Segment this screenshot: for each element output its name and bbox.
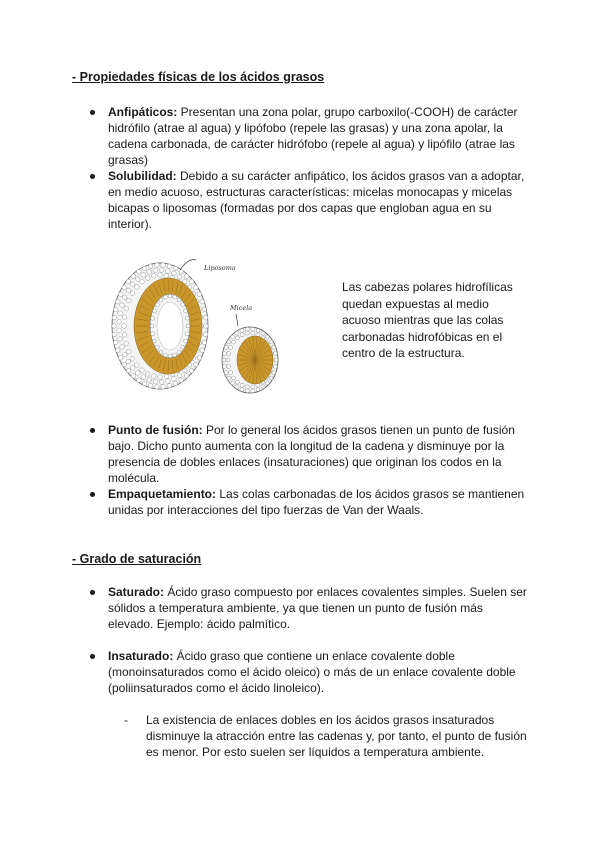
head-dot <box>256 329 260 333</box>
desc-anfipaticos: Presentan una zona polar, grupo carboxilo(-COOH) de carácter hidrófilo (atrae al agua) y lipófobo (repele las grasas) y una zona apolar, la cadena carbonada, de carácter hidrófobo (repele al agua) y lipófilo (atrae las grasas) <box>108 105 518 167</box>
head-dot <box>116 348 121 353</box>
head-dot <box>240 383 244 387</box>
head-dot <box>265 381 269 385</box>
head-dot <box>181 345 185 349</box>
section-title-propiedades: - Propiedades físicas de los ácidos grasos <box>72 70 325 84</box>
head-dot <box>150 324 154 328</box>
head-dot <box>229 371 233 375</box>
head-dot <box>185 316 189 320</box>
head-dot <box>124 341 129 346</box>
head-dot <box>168 294 172 298</box>
term-empaquetamiento: Empaquetamiento: <box>108 487 217 501</box>
head-dot <box>204 324 209 329</box>
head-dot <box>189 279 194 284</box>
head-dot <box>256 388 260 392</box>
head-dot <box>200 348 205 353</box>
head-dot <box>177 275 182 280</box>
head-dot <box>251 385 255 389</box>
saturation-list-insaturado <box>90 648 530 696</box>
head-dot <box>274 358 278 362</box>
head-dot <box>153 379 158 384</box>
head-dot <box>164 374 169 379</box>
head-dot <box>137 270 142 275</box>
head-dot <box>202 340 207 345</box>
head-dot <box>203 315 208 320</box>
head-dot <box>245 389 249 393</box>
liposome-drawing <box>112 263 209 389</box>
head-dot <box>131 274 136 279</box>
head-dot <box>245 327 249 331</box>
head-dot <box>152 339 156 343</box>
head-dot <box>122 362 127 367</box>
head-dot <box>130 357 135 362</box>
sub-item-text: La existencia de enlaces dobles en los ácidos grasos insaturados disminuye la atracción entre las cadenas y, por tanto, el punto de fusión es menor. Por esto suelen ser líquidos a temperatura ambiente. <box>146 713 527 759</box>
head-dot <box>118 311 123 316</box>
head-dot <box>177 373 182 378</box>
head-dot <box>120 345 125 350</box>
head-dot <box>166 379 171 384</box>
head-dot <box>141 375 146 380</box>
head-dot <box>135 371 140 376</box>
head-dot <box>117 319 122 324</box>
head-dot <box>153 268 158 273</box>
saturation-list-saturado <box>90 584 530 632</box>
head-dot <box>235 385 239 389</box>
head-dot <box>151 374 156 379</box>
head-dot <box>112 324 117 329</box>
list-item-saturado <box>90 584 530 632</box>
head-dot <box>155 385 160 390</box>
head-dot <box>142 381 147 386</box>
head-dot <box>235 331 239 335</box>
head-dot <box>269 340 273 344</box>
head-dot <box>232 376 236 380</box>
section-title-saturacion: - Grado de saturación <box>72 552 202 566</box>
head-dot <box>140 280 145 285</box>
head-dot <box>161 385 166 390</box>
head-dot <box>159 350 163 354</box>
desc-insaturado: Ácido graso que contiene un enlace covalente doble (monoinsaturados como el ácido oleico) o más de un enlace covalente doble (poliinsaturados como el ácido linoleico). <box>108 649 516 695</box>
properties-list <box>90 104 530 232</box>
desc-solubilidad: Debido a su carácter anfipático, los ácidos grasos van a adoptar, en medio acuoso, estructuras características: micelas monocapas y micelas bicapas o liposomas (formadas por dos capas que engloban agua en su interior). <box>108 169 525 231</box>
head-dot <box>167 264 172 269</box>
term-punto-fusion: Punto de fusión: <box>108 423 203 437</box>
term-anfipaticos: Anfipáticos: <box>108 105 178 119</box>
head-dot <box>251 331 255 335</box>
head-dot <box>227 376 231 380</box>
head-dot <box>272 371 276 375</box>
head-dot <box>123 295 128 300</box>
head-dot <box>166 269 171 274</box>
head-dot <box>269 376 273 380</box>
head-dot <box>158 375 163 380</box>
head-dot <box>224 345 228 349</box>
head-dot <box>151 274 156 279</box>
term-insaturado: Insaturado: <box>108 649 174 663</box>
head-dot <box>231 335 235 339</box>
head-dot <box>173 266 178 271</box>
head-dot <box>251 389 255 393</box>
head-dot <box>193 362 198 367</box>
head-dot <box>155 263 160 268</box>
head-dot <box>126 288 131 293</box>
head-dot <box>145 276 150 281</box>
head-dot <box>122 333 127 338</box>
list-item-empaquetamiento <box>90 486 530 518</box>
head-dot <box>116 299 121 304</box>
head-dot <box>227 365 231 369</box>
head-dot <box>159 298 163 302</box>
head-dot <box>245 331 249 335</box>
bullet-icon <box>90 654 95 659</box>
head-dot <box>113 340 118 345</box>
head-dot <box>173 381 178 386</box>
head-dot <box>177 298 181 302</box>
head-dot <box>142 266 147 271</box>
head-dot <box>240 329 244 333</box>
desc-saturado: Ácido graso compuesto por enlaces covalentes simples. Suelen ser sólidos a temperatura ambiente, ya que tienen un punto de fusión más elevado. Ejemplo: ácido palmítico. <box>108 585 527 631</box>
head-dot <box>231 381 235 385</box>
pointer-arrow-liposoma <box>180 260 196 270</box>
head-dot <box>185 332 189 336</box>
term-solubilidad: Solubilidad: <box>108 169 177 183</box>
head-dot <box>203 332 208 337</box>
head-dot <box>164 274 169 279</box>
head-dot <box>236 336 240 340</box>
term-saturado: Saturado: <box>108 585 165 599</box>
head-dot <box>227 352 231 356</box>
head-dot <box>112 332 117 337</box>
list-item-punto-fusion <box>90 422 530 486</box>
bullet-icon <box>90 590 95 595</box>
head-dot <box>184 374 189 379</box>
head-dot <box>155 345 159 349</box>
head-dot <box>126 368 131 373</box>
head-dot <box>184 339 188 343</box>
label-liposoma: Liposoma <box>204 264 236 272</box>
liposome-micelle-figure <box>100 248 280 408</box>
head-dot <box>167 383 172 388</box>
head-dot <box>135 277 140 282</box>
head-dot <box>126 279 131 284</box>
head-dot <box>172 376 177 381</box>
sub-item-dobles-enlaces <box>124 712 534 760</box>
head-dot <box>227 340 231 344</box>
head-dot <box>172 271 177 276</box>
head-dot <box>151 332 155 336</box>
head-dot <box>118 337 123 342</box>
list-item-insaturado <box>90 648 530 696</box>
head-dot <box>173 295 177 299</box>
head-dot <box>184 274 189 279</box>
label-micela: Micela <box>230 304 253 312</box>
head-dot <box>141 273 146 278</box>
head-dot <box>261 385 265 389</box>
head-dot <box>189 368 194 373</box>
aqueous-core <box>157 302 183 350</box>
head-dot <box>127 349 132 354</box>
head-dot <box>177 350 181 354</box>
head-dot <box>163 353 167 357</box>
head-dot <box>158 273 163 278</box>
head-dot <box>229 346 233 350</box>
head-dot <box>147 378 152 383</box>
list-item-anfipaticos <box>90 104 530 168</box>
membrane-illustration <box>100 248 280 408</box>
head-dot <box>117 328 122 333</box>
figure-caption: Las cabezas polares hidrofílicas quedan expuestas al medio acuoso mientras que las colas carbonadas hidrofóbicas en el centro de la estructura. <box>342 280 513 360</box>
head-dot <box>126 359 131 364</box>
dash-marker: - <box>124 713 128 727</box>
head-dot <box>113 307 118 312</box>
head-dot <box>122 315 127 320</box>
head-dot <box>130 366 135 371</box>
head-dot <box>240 388 244 392</box>
head-dot <box>226 358 230 362</box>
head-dot <box>184 309 188 313</box>
head-dot <box>112 315 117 320</box>
head-dot <box>122 324 127 329</box>
head-dot <box>168 354 172 358</box>
head-dot <box>236 380 240 384</box>
head-dot <box>161 263 166 268</box>
head-dot <box>151 316 155 320</box>
head-dot <box>224 371 228 375</box>
head-dot <box>127 298 132 303</box>
head-dot <box>261 331 265 335</box>
head-dot <box>232 340 236 344</box>
head-dot <box>163 295 167 299</box>
head-dot <box>179 270 184 275</box>
head-dot <box>240 333 244 337</box>
micelle-drawing <box>222 327 278 393</box>
head-dot <box>118 292 123 297</box>
list-item-solubilidad <box>90 168 530 232</box>
head-dot <box>223 364 227 368</box>
head-dot <box>145 372 150 377</box>
head-dot <box>155 303 159 307</box>
head-dot <box>130 291 135 296</box>
head-dot <box>120 303 125 308</box>
head-dot <box>265 335 269 339</box>
head-dot <box>147 270 152 275</box>
head-dot <box>159 268 164 273</box>
head-dot <box>118 355 123 360</box>
head-dot <box>222 358 226 362</box>
head-dot <box>273 364 277 368</box>
head-dot <box>124 306 129 311</box>
bullet-icon <box>90 492 95 497</box>
bullet-icon <box>90 174 95 179</box>
bullet-icon <box>90 110 95 115</box>
head-dot <box>273 352 277 356</box>
head-dot <box>181 303 185 307</box>
head-dot <box>202 307 207 312</box>
head-dot <box>135 363 140 368</box>
head-dot <box>140 368 145 373</box>
head-dot <box>223 352 227 356</box>
head-dot <box>179 378 184 383</box>
head-dot <box>197 355 202 360</box>
head-dot <box>123 352 128 357</box>
head-dot <box>193 285 198 290</box>
head-dot <box>186 324 190 328</box>
head-dot <box>173 353 177 357</box>
head-dot <box>197 292 202 297</box>
desc-punto-fusion: Por lo general los ácidos grasos tienen un punto de fusión bajo. Dicho punto aumenta con la longitud de la cadena y disminuye por la presencia de dobles enlaces (insaturaciones) que originan los codos en la molécula. <box>108 423 515 485</box>
head-dot <box>122 285 127 290</box>
head-dot <box>130 282 135 287</box>
head-dot <box>131 374 136 379</box>
head-dot <box>272 345 276 349</box>
bullet-icon <box>90 428 95 433</box>
head-dot <box>135 285 140 290</box>
head-dot <box>152 309 156 313</box>
head-dot <box>200 299 205 304</box>
desc-empaquetamiento: Las colas carbonadas de los ácidos grasos se mantienen unidas por interacciones del tipo fuerzas de Van der Waals. <box>108 487 525 517</box>
pointer-arrow-micela <box>236 314 238 326</box>
head-dot <box>251 327 255 331</box>
head-dot <box>148 264 153 269</box>
properties-list-continued <box>90 422 530 518</box>
head-dot <box>159 380 164 385</box>
head-dot <box>148 383 153 388</box>
head-dot <box>245 385 249 389</box>
head-dot <box>137 378 142 383</box>
